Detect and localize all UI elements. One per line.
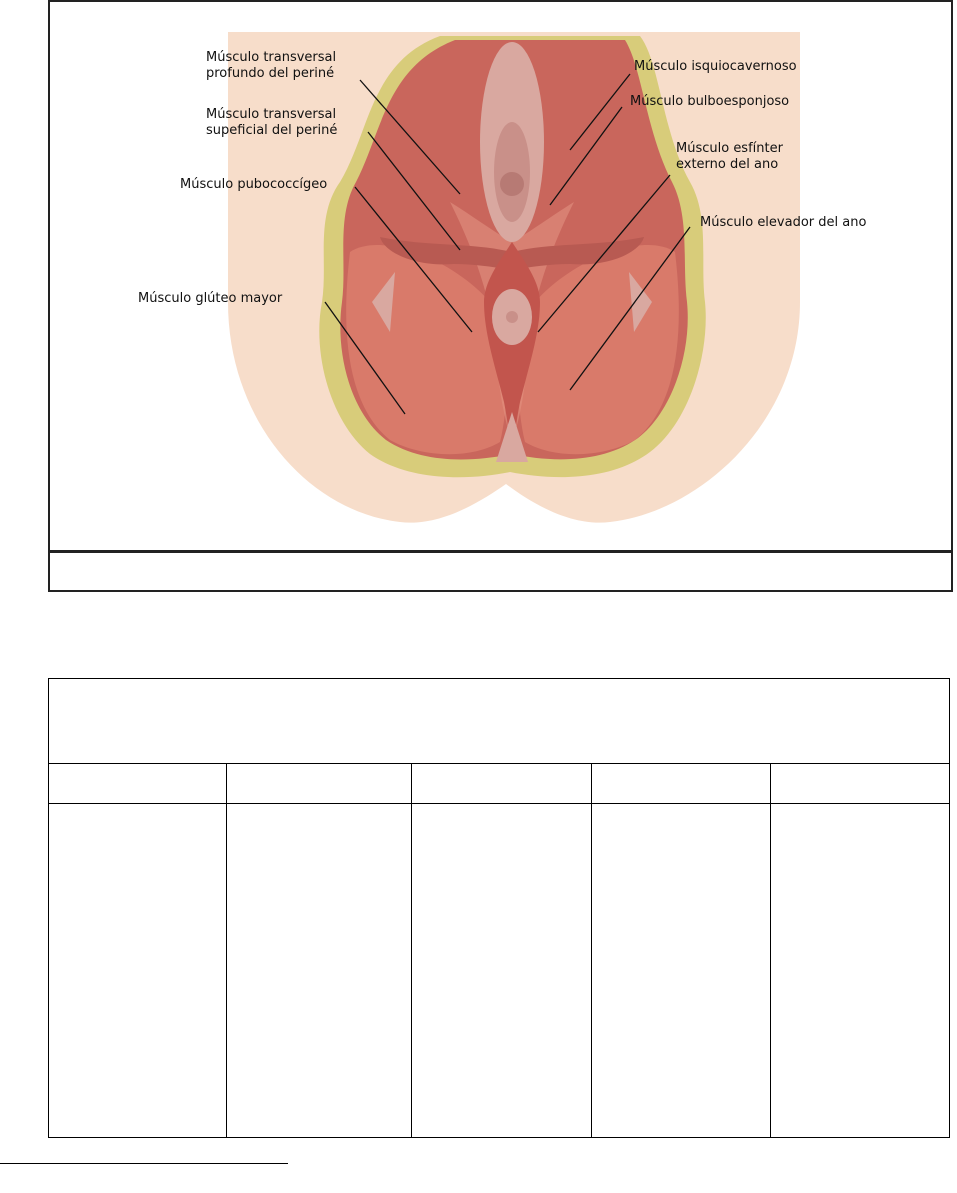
table-columns [49,764,949,1137]
table-header-cell [412,764,591,804]
label-transversal-profundo-line1: Músculo transversal [206,50,337,65]
table-body-cell [49,804,226,1137]
table-column-5 [771,764,949,1137]
table-header-cell [227,764,411,804]
label-bulboesponjoso: Músculo bulboesponjoso [630,94,790,109]
table-header-cell [592,764,770,804]
table-header-cell [49,764,226,804]
label-transversal-superficial-line1: Músculo transversal [206,107,337,122]
label-esfinter-line2: externo del ano [676,157,779,172]
label-isquiocavernoso: Músculo isquiocavernoso [634,59,797,74]
label-gluteo-mayor: Músculo glúteo mayor [138,291,283,306]
table-body-cell [412,804,591,1137]
label-esfinter-line1: Músculo esfínter [676,141,783,156]
label-transversal-superficial-line2: supeficial del periné [206,123,338,138]
table-title [49,679,949,764]
table-column-3 [412,764,592,1137]
muscle-table [48,678,950,1138]
vaginal-opening [500,172,524,196]
table-column-2 [227,764,412,1137]
label-elevador-ano: Músculo elevador del ano [700,215,867,230]
table-header-cell [771,764,949,804]
label-pubococcigeo: Músculo pubococcígeo [180,177,328,192]
table-column-4 [592,764,771,1137]
footnote-separator [0,1163,288,1164]
table-body-cell [592,804,770,1137]
table-column-1 [49,764,227,1137]
pelvic-floor-illustration [50,2,953,552]
table-body-cell [771,804,949,1137]
anus-center [506,311,518,323]
figure-caption-text [50,553,951,573]
anatomy-figure [48,0,953,552]
figure-caption-box [48,552,953,592]
label-transversal-profundo-line2: profundo del periné [206,66,335,81]
table-body-cell [227,804,411,1137]
